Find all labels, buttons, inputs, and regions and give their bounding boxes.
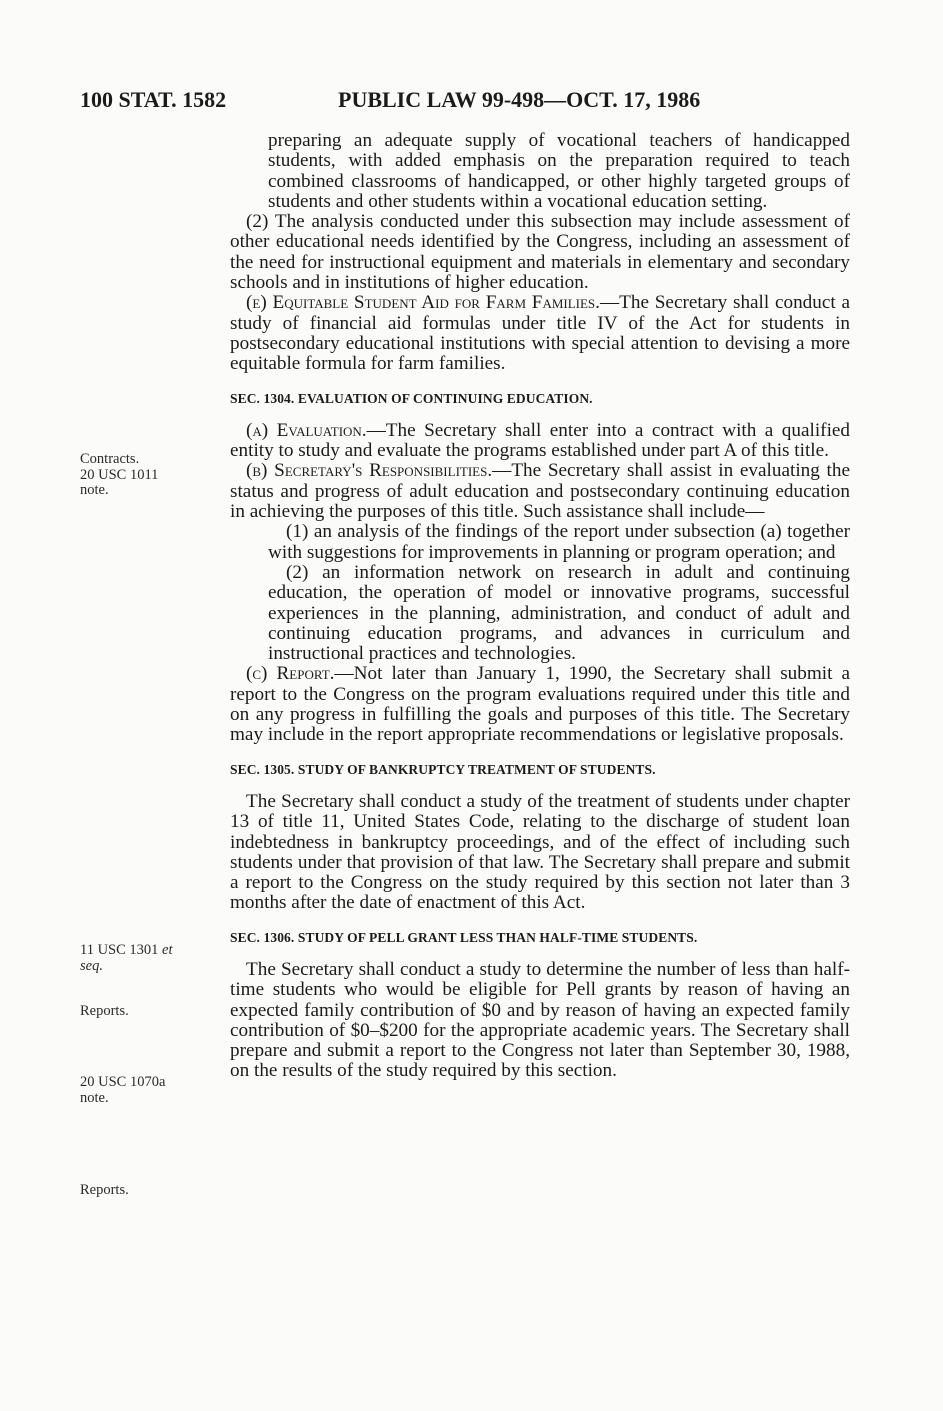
paragraph-farm-families: (e) Equitable Student Aid for Farm Families.—The Secretary shall conduct a study of financial aid formulas under title IV of the Act for students in postsecondary educational institutions with special attention to devising a more equitable formula for farm families. — [230, 292, 851, 375]
paragraph-secretary-responsibilities: (b) Secretary's Responsibilities.—The Secretary shall assist in evaluating the status and progress of adult education and postsecondary continuing education in achieving the purposes of this title. Such assistance shall include— — [230, 460, 850, 523]
margin-note-11-usc-1301: 11 USC 1301 et seq. — [80, 942, 173, 974]
section-heading-1306: SEC. 1306. STUDY OF PELL GRANT LESS THAN HALF-TIME STUDENTS. — [230, 929, 698, 945]
paragraph-report: (c) Report.—Not later than January 1, 1990, the Secretary shall submit a report to the Congress on the program evaluations required under this title and on any progress in fulfilling the goals and purposes of this title. The Secretary may include in the report appropriate recommendations or legislative proposals. — [230, 663, 850, 746]
paragraph-item-1: (1) an analysis of the findings of the report under subsection (a) together with suggestions for improvements in planning or program operation; and — [268, 521, 850, 563]
paragraph-vocational-teachers: preparing an adequate supply of vocational teachers of handicapped students, with added emphasis on the preparation required to teach combined classrooms of handicapped, or other highly targeted groups of students and other students within a vocational education setting. — [268, 130, 850, 212]
body-text — [230, 131, 850, 1082]
public-law-title: PUBLIC LAW 99-498—OCT. 17, 1986 — [338, 87, 701, 112]
paragraph-evaluation: (a) Evaluation.—The Secretary shall enter into a contract with a qualified entity to study and evaluate the programs established under part A of this title. — [230, 419, 851, 462]
paragraph-item-2: (2) an information network on research in adult and continuing education, the operation of model or innovative programs, successful experiences in the planning, administration, and conduct of adult and continuing education programs, and advances in curriculum and instructional practices and technologies. — [268, 561, 850, 665]
stat-citation: 100 STAT. 1582 — [80, 87, 227, 112]
margin-note-reports-2: Reports. — [80, 1182, 129, 1198]
paragraph-pell-grant-study: The Secretary shall conduct a study to determine the number of less than half-time students who would be eligible for Pell grants by reason of having an expected family contribution of $0 and by reason of having an expected family contribution of $0–$200 for the appropriate academic years. The Secretary shall prepare and submit a report to the Congress not later than September 30, 1988, on the results of the study required by this section. — [230, 958, 850, 1082]
section-heading-1305: SEC. 1305. STUDY OF BANKRUPTCY TREATMENT OF STUDENTS. — [230, 761, 656, 777]
margin-note-reports-1: Reports. — [80, 1003, 129, 1019]
paragraph-analysis: (2) The analysis conducted under this subsection may include assessment of other educational needs identified by the Congress, including an assessment of the need for instructional equipment and materials in elementary and secondary schools and in institutions of higher education. — [230, 211, 850, 294]
margin-note-contracts: Contracts. 20 USC 1011 note. — [80, 451, 159, 498]
paragraph-bankruptcy-study: The Secretary shall conduct a study of the treatment of students under chapter 13 of title 11, United States Code, relating to the discharge of student loan indebtedness in bankruptcy proceedings, and of the effect of including such students under that provision of that law. The Secretary shall prepare and submit a report to the Congress on the study required by this section not later than 3 months after the date of enactment of this Act. — [230, 790, 850, 914]
margin-note-20-usc-1070a: 20 USC 1070a note. — [80, 1074, 166, 1106]
section-heading-1304: SEC. 1304. EVALUATION OF CONTINUING EDUCATION. — [230, 390, 593, 406]
page-header — [80, 87, 720, 117]
